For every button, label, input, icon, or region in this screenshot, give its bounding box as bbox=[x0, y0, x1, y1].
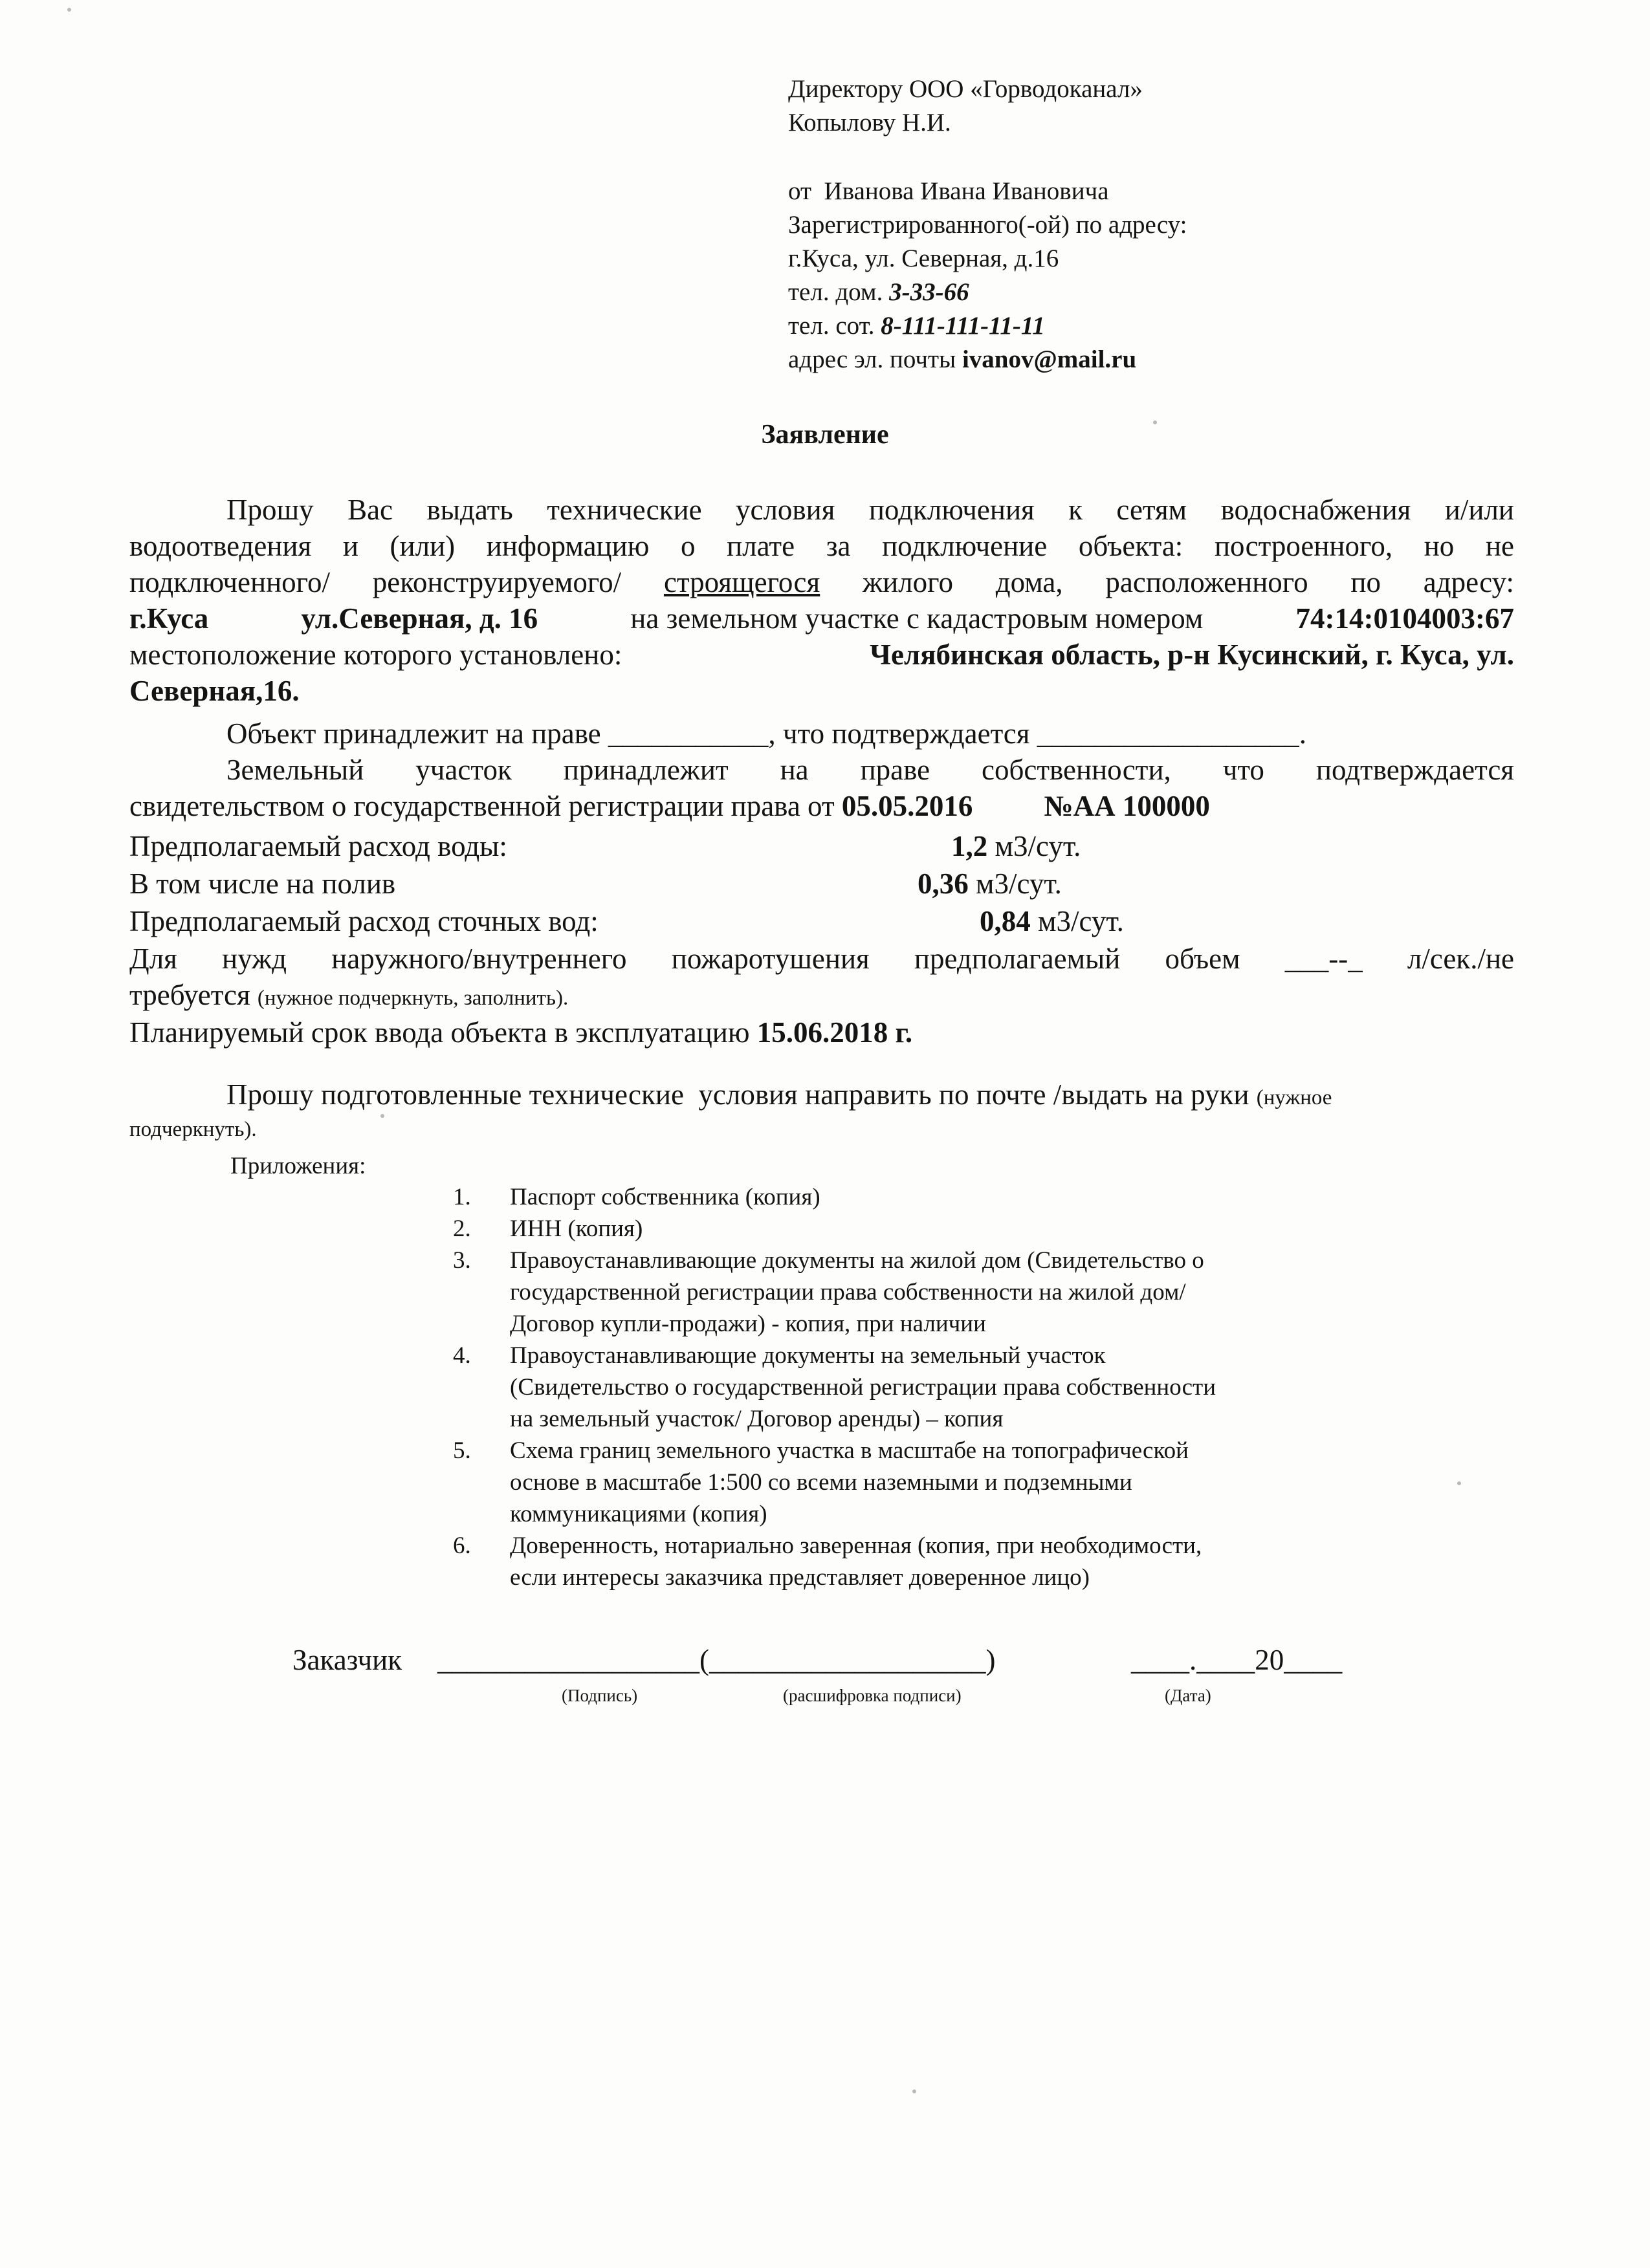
delivery-line-1 bbox=[226, 1076, 1332, 1116]
signature-caption: (Подпись) bbox=[562, 1686, 638, 1705]
attachment-line: Доверенность, нотариально заверенная (копия, при необходимости, bbox=[510, 1532, 1202, 1559]
attachment-item-6 bbox=[453, 1530, 1359, 1593]
location-value-end: Северная,16. bbox=[129, 675, 300, 707]
request-line-2: водоотведения и (или) информацию о плате за подключение объекта: построенного, но не bbox=[129, 530, 1514, 562]
attachment-item-4 bbox=[453, 1340, 1359, 1435]
irrigation-value-line bbox=[918, 866, 1062, 902]
date-blank: ____.____20____ bbox=[1131, 1644, 1343, 1676]
addressee-line-1: Директору ООО «Горводоканал» bbox=[788, 75, 1143, 103]
request-line-3-a: подключенного/ реконструируемого/ bbox=[129, 566, 664, 598]
sender-name-line bbox=[788, 175, 1109, 208]
attachments-list bbox=[453, 1181, 1359, 1593]
date-caption: (Дата) bbox=[1165, 1686, 1211, 1705]
fire-fighting-line-2 bbox=[129, 977, 568, 1016]
attachments-heading: Приложения: bbox=[230, 1153, 366, 1179]
water-consumption-unit: м3/сут. bbox=[987, 830, 1081, 862]
water-consumption-label: Предполагаемый расход воды: bbox=[129, 830, 507, 862]
delivery-text: Прошу подготовленные технические условия направить по почте /выдать на руки bbox=[226, 1078, 1257, 1111]
attachment-number: 4. bbox=[453, 1342, 471, 1369]
attachment-number: 1. bbox=[453, 1184, 471, 1210]
request-line-6 bbox=[129, 673, 300, 709]
object-street: ул.Северная, д. 16 bbox=[301, 602, 538, 635]
signature-blank: __________________(___________________) bbox=[437, 1644, 996, 1676]
sender-name: Иванова Ивана Ивановича bbox=[824, 177, 1109, 205]
underlined-option-under-construction: строящегося bbox=[663, 566, 820, 598]
addressee-line-2: Копылову Н.И. bbox=[788, 109, 951, 136]
cadastral-text: на земельном участке с кадастровым номером bbox=[630, 602, 1204, 635]
object-ownership-line: Объект принадлежит на праве ___________, что подтверждается __________________. bbox=[226, 717, 1306, 750]
customer-label: Заказчик bbox=[292, 1644, 402, 1676]
attachment-number: 3. bbox=[453, 1247, 471, 1274]
location-label: местоположение которого установлено: bbox=[129, 638, 622, 671]
attachment-line: Правоустанавливающие документы на земельный участок bbox=[510, 1342, 1106, 1369]
commissioning-line bbox=[129, 1014, 912, 1051]
home-phone-value: 3-33-66 bbox=[889, 278, 969, 306]
scan-speck bbox=[67, 8, 71, 12]
decoding-caption: (расшифровка подписи) bbox=[783, 1686, 962, 1705]
attachment-line: Договор купли-продажи) - копия, при наличии bbox=[510, 1311, 986, 1337]
request-line-3-b: жилого дома, расположенного по адресу: bbox=[820, 566, 1514, 598]
mobile-phone-value: 8-111-111-11-11 bbox=[881, 312, 1045, 340]
land-ownership-line-1: Земельный участок принадлежит на праве собственности, что подтверждается bbox=[226, 754, 1514, 786]
cadastral-number: 74:14:0104003:67 bbox=[1295, 602, 1514, 635]
certificate-number: №АА 100000 bbox=[1044, 790, 1210, 822]
mobile-phone-label: тел. сот. bbox=[788, 312, 881, 340]
scan-speck bbox=[912, 2089, 916, 2093]
fire-fighting-not-required: требуется bbox=[129, 979, 258, 1011]
attachment-item-3 bbox=[453, 1245, 1359, 1340]
scan-speck bbox=[1457, 1481, 1461, 1485]
request-line-3 bbox=[129, 564, 1514, 600]
sewage-value-line bbox=[980, 903, 1124, 939]
request-line-1: Прошу Вас выдать технические условия подключения к сетям водоснабжения и/или bbox=[226, 494, 1514, 526]
object-city: г.Куса bbox=[129, 602, 209, 635]
attachment-line: Правоустанавливающие документы на жилой дом (Свидетельство о bbox=[510, 1247, 1204, 1274]
attachment-line: ИНН (копия) bbox=[510, 1216, 643, 1242]
attachment-item-2 bbox=[453, 1213, 1359, 1245]
irrigation-label: В том числе на полив bbox=[129, 867, 396, 900]
land-ownership-line-2 bbox=[129, 788, 1210, 824]
location-value: Челябинская область, р-н Кусинский, г. Куса, ул. bbox=[869, 638, 1514, 671]
home-phone-label: тел. дом. bbox=[788, 278, 890, 306]
commissioning-date: 15.06.2018 г. bbox=[756, 1016, 913, 1049]
home-phone-line bbox=[788, 276, 969, 309]
delivery-note: (нужное bbox=[1256, 1086, 1332, 1109]
water-consumption-value-line bbox=[951, 828, 1081, 864]
commissioning-label: Планируемый срок ввода объекта в эксплуатацию bbox=[129, 1016, 757, 1049]
fire-fighting-line-1: Для нужд наружного/внутреннего пожаротушения предполагаемый объем ___--_ л/сек./не bbox=[129, 943, 1514, 975]
scan-speck bbox=[1153, 420, 1157, 424]
certificate-label: свидетельством о государственной регистрации права от bbox=[129, 790, 842, 822]
delivery-line-2: подчеркнуть). bbox=[129, 1118, 257, 1141]
attachment-line: государственной регистрации права собственности на жилой дом/ bbox=[510, 1279, 1186, 1305]
attachment-line: коммуникациями (копия) bbox=[510, 1501, 767, 1527]
attachment-line: основе в масштабе 1:500 со всеми наземными и подземными bbox=[510, 1469, 1132, 1496]
registered-label: Зарегистрированного(-ой) по адресу: bbox=[788, 211, 1187, 239]
email-value: ivanov@mail.ru bbox=[962, 345, 1137, 373]
mobile-phone-line bbox=[788, 309, 1045, 343]
attachment-line: Схема границ земельного участка в масштабе на топографической bbox=[510, 1437, 1189, 1464]
fire-fighting-note: (нужное подчеркнуть, заполнить). bbox=[257, 987, 569, 1010]
attachment-line: если интересы заказчика представляет доверенное лицо) bbox=[510, 1564, 1090, 1591]
attachment-line: (Свидетельство о государственной регистрации права собственности bbox=[510, 1374, 1216, 1401]
scan-speck bbox=[380, 1114, 384, 1118]
water-consumption-value: 1,2 bbox=[951, 830, 988, 862]
attachment-line: на земельный участок/ Договор аренды) – копия bbox=[510, 1406, 1004, 1432]
attachment-line: Паспорт собственника (копия) bbox=[510, 1184, 820, 1210]
sewage-value: 0,84 bbox=[980, 905, 1031, 937]
request-line-5 bbox=[129, 637, 1514, 673]
sender-prefix: от bbox=[788, 177, 824, 205]
attachment-item-5 bbox=[453, 1435, 1359, 1530]
request-line-4 bbox=[129, 600, 1514, 637]
email-line bbox=[788, 343, 1136, 376]
certificate-date: 05.05.2016 bbox=[841, 790, 973, 822]
email-label: адрес эл. почты bbox=[788, 345, 962, 373]
attachment-number: 6. bbox=[453, 1532, 471, 1559]
attachment-number: 2. bbox=[453, 1216, 471, 1242]
sewage-label: Предполагаемый расход сточных вод: bbox=[129, 905, 599, 937]
sewage-unit: м3/сут. bbox=[1030, 905, 1124, 937]
irrigation-unit: м3/сут. bbox=[968, 867, 1062, 900]
irrigation-value: 0,36 bbox=[918, 867, 969, 900]
document-title: Заявление bbox=[761, 420, 889, 450]
sender-address: г.Куса, ул. Северная, д.16 bbox=[788, 245, 1059, 272]
attachment-number: 5. bbox=[453, 1437, 471, 1464]
attachment-item-1 bbox=[453, 1181, 1359, 1213]
